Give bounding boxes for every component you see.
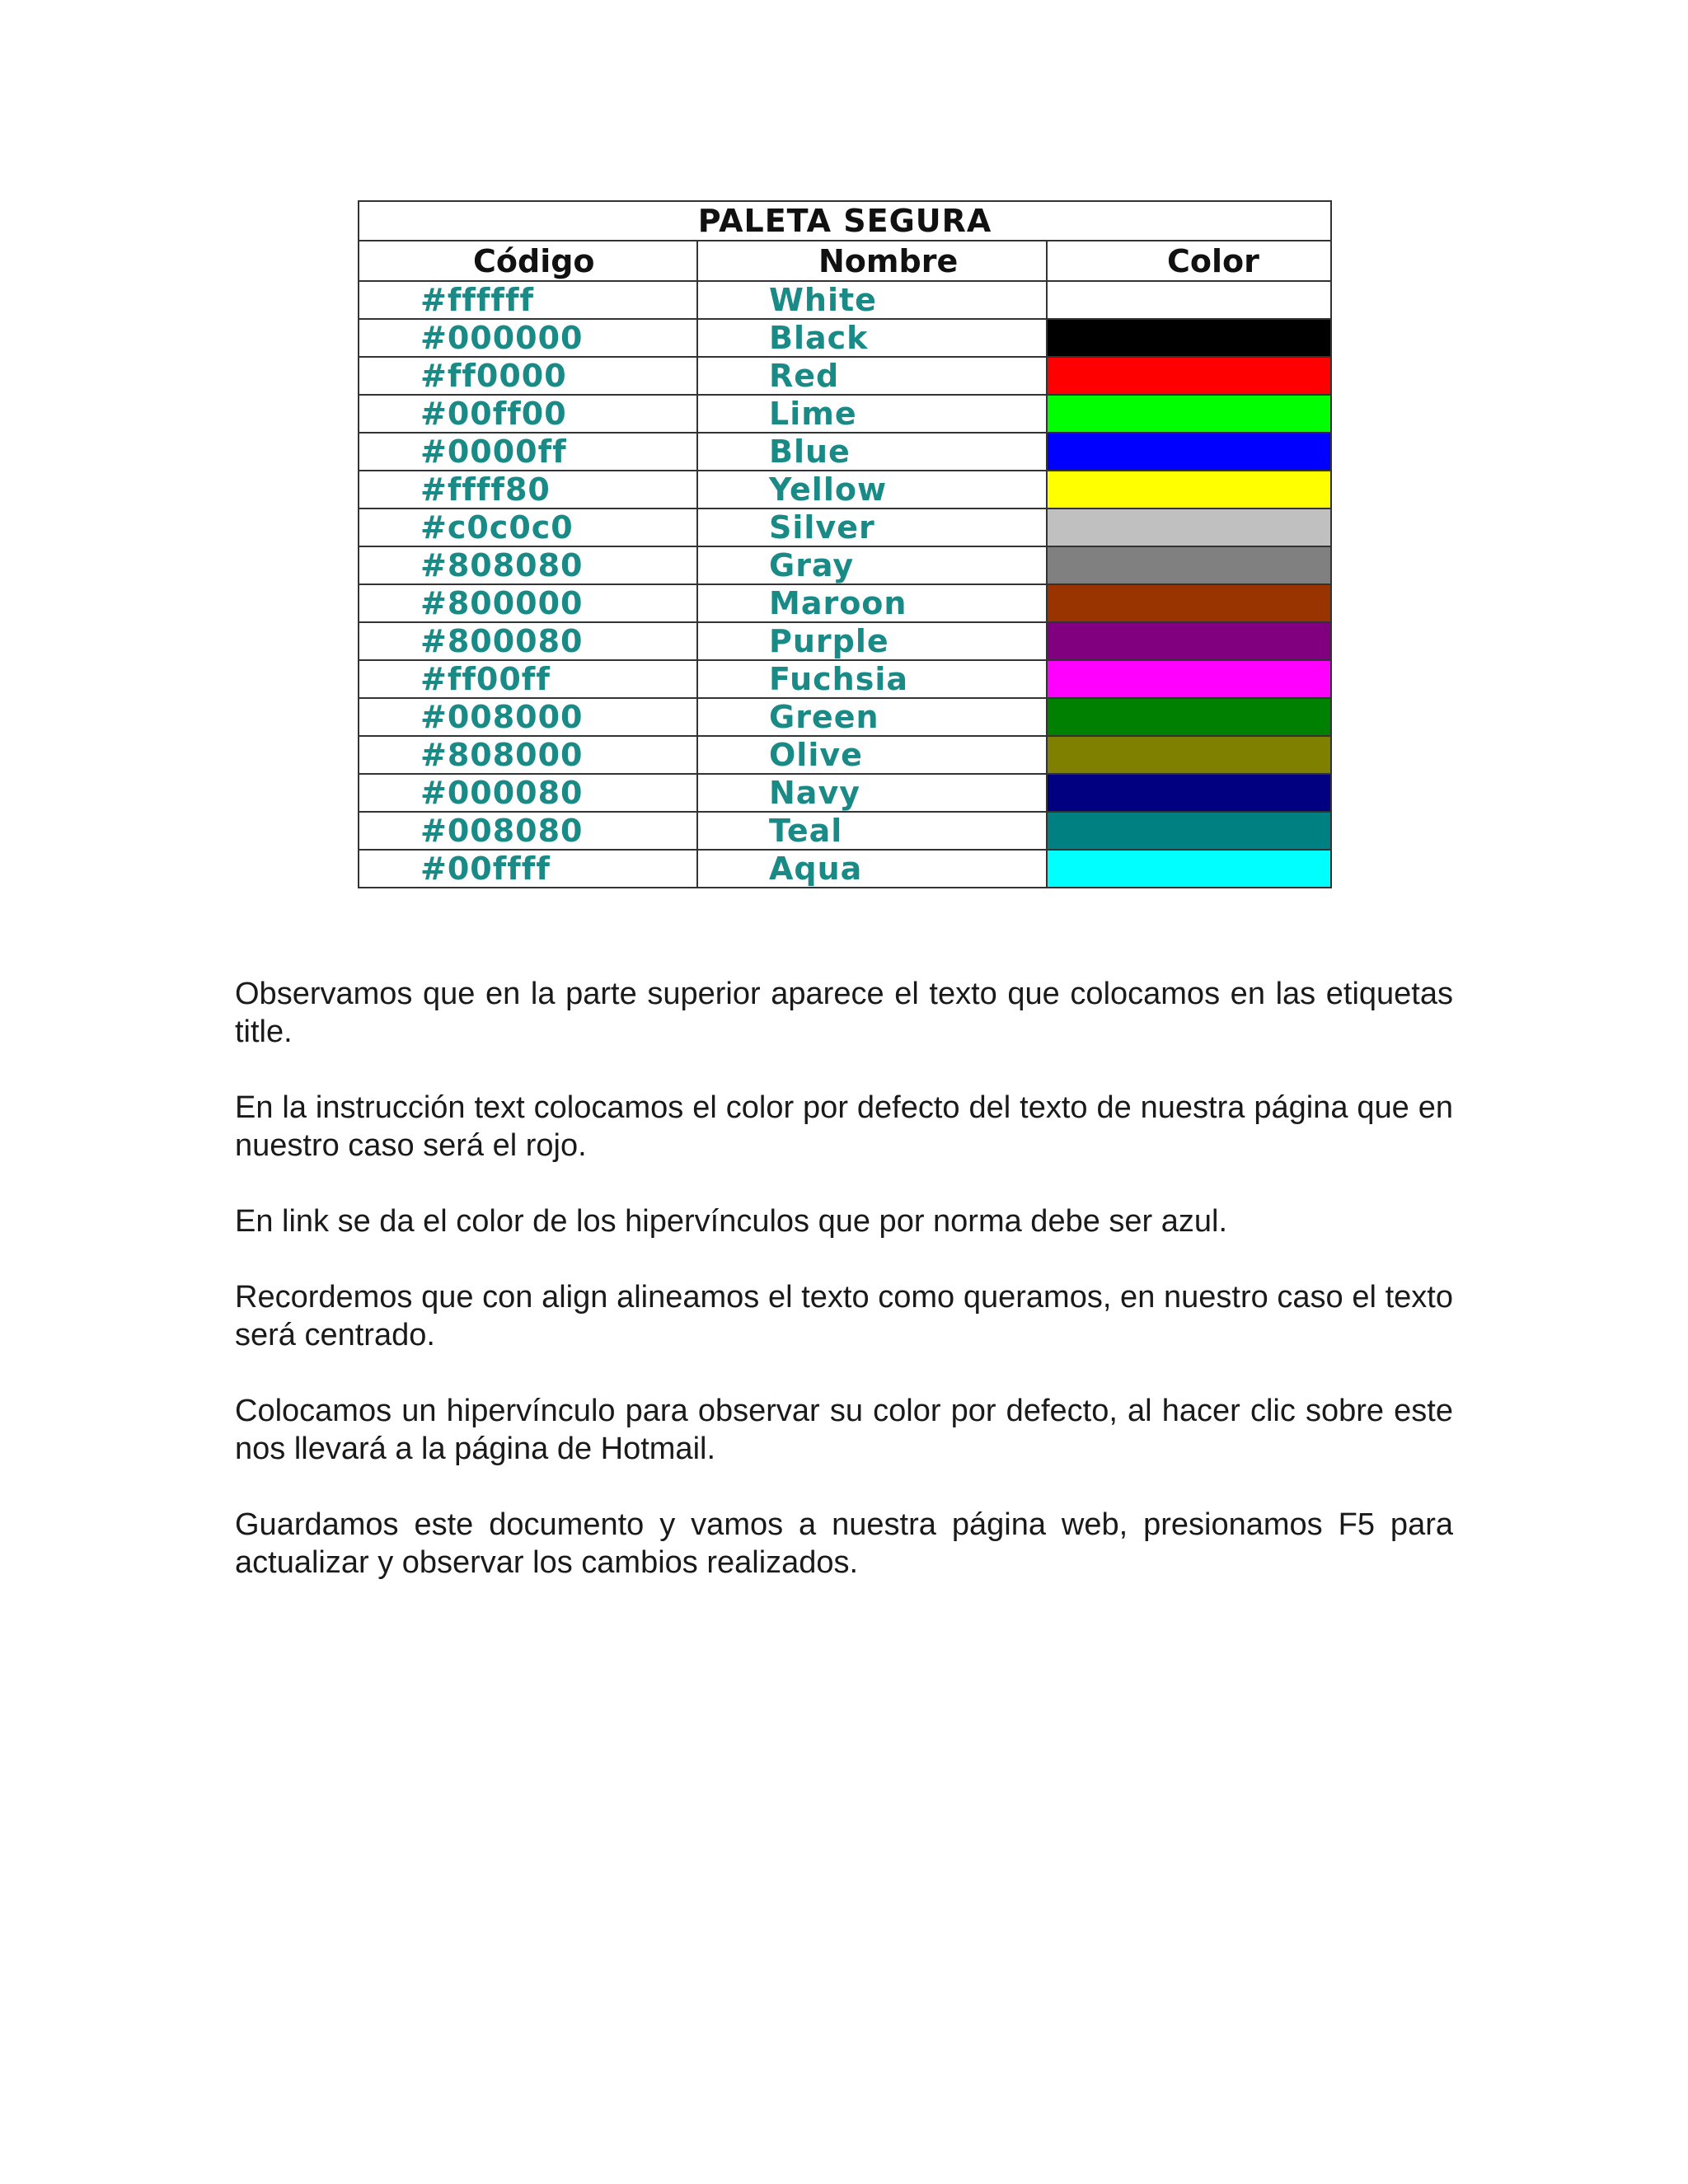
color-swatch xyxy=(1047,774,1331,812)
color-code: #808080 xyxy=(359,546,697,584)
color-code: #000000 xyxy=(359,319,697,357)
table-row xyxy=(359,736,1331,774)
color-swatch xyxy=(1047,319,1331,357)
color-name: Purple xyxy=(697,622,1047,660)
paragraph: Observamos que en la parte superior aparece el texto que colocamos en las etiquetas title. xyxy=(235,977,1453,1049)
table-title-row xyxy=(359,201,1331,241)
color-code: #008080 xyxy=(359,812,697,850)
color-name: Lime xyxy=(697,395,1047,433)
color-code: #00ff00 xyxy=(359,395,697,433)
color-code: #c0c0c0 xyxy=(359,509,697,546)
table-row xyxy=(359,281,1331,319)
color-swatch xyxy=(1047,736,1331,774)
color-name: Gray xyxy=(697,546,1047,584)
palette-table xyxy=(358,200,1332,888)
color-swatch xyxy=(1047,281,1331,319)
table-row xyxy=(359,357,1331,395)
table-row xyxy=(359,509,1331,546)
color-name: Navy xyxy=(697,774,1047,812)
color-name: Green xyxy=(697,698,1047,736)
color-code: #000080 xyxy=(359,774,697,812)
paragraph: Colocamos un hipervínculo para observar su color por defecto, al hacer clic sobre este nos llevará a la página de Hotmail. xyxy=(235,1394,1453,1466)
color-swatch xyxy=(1047,698,1331,736)
table-row xyxy=(359,546,1331,584)
color-code: #800000 xyxy=(359,584,697,622)
table-title: PALETA SEGURA xyxy=(359,201,1331,241)
table-row xyxy=(359,812,1331,850)
color-name: Fuchsia xyxy=(697,660,1047,698)
color-code: #ff0000 xyxy=(359,357,697,395)
header-name: Nombre xyxy=(697,241,1047,281)
color-swatch xyxy=(1047,850,1331,888)
color-swatch xyxy=(1047,546,1331,584)
table-row xyxy=(359,660,1331,698)
color-swatch xyxy=(1047,471,1331,509)
color-swatch xyxy=(1047,584,1331,622)
table-row xyxy=(359,319,1331,357)
color-code: #ff00ff xyxy=(359,660,697,698)
color-code: #ffff80 xyxy=(359,471,697,509)
paragraph: En link se da el color de los hipervínculos que por norma debe ser azul. xyxy=(235,1204,1228,1239)
color-code: #008000 xyxy=(359,698,697,736)
color-swatch xyxy=(1047,433,1331,471)
color-swatch xyxy=(1047,395,1331,433)
table-row xyxy=(359,622,1331,660)
body-text xyxy=(235,975,1453,1619)
table-row xyxy=(359,584,1331,622)
table-row xyxy=(359,395,1331,433)
paragraph: En la instrucción text colocamos el color por defecto del texto de nuestra página que en nuestro caso será el rojo. xyxy=(235,1090,1453,1163)
header-code: Código xyxy=(359,241,697,281)
color-name: Yellow xyxy=(697,471,1047,509)
color-name: Blue xyxy=(697,433,1047,471)
table-row xyxy=(359,850,1331,888)
header-color: Color xyxy=(1047,241,1331,281)
table-row xyxy=(359,698,1331,736)
color-code: #800080 xyxy=(359,622,697,660)
color-name: White xyxy=(697,281,1047,319)
table-row xyxy=(359,774,1331,812)
color-code: #00ffff xyxy=(359,850,697,888)
color-name: Silver xyxy=(697,509,1047,546)
color-name: Aqua xyxy=(697,850,1047,888)
color-swatch xyxy=(1047,357,1331,395)
table-row xyxy=(359,471,1331,509)
color-name: Olive xyxy=(697,736,1047,774)
color-name: Red xyxy=(697,357,1047,395)
paragraph: Guardamos este documento y vamos a nuestra página web, presionamos F5 para actualizar y observar los cambios realizados. xyxy=(235,1507,1453,1580)
color-swatch xyxy=(1047,812,1331,850)
color-code: #ffffff xyxy=(359,281,697,319)
paragraph: Recordemos que con align alineamos el texto como queramos, en nuestro caso el texto será centrado. xyxy=(235,1280,1453,1352)
color-swatch xyxy=(1047,622,1331,660)
color-swatch xyxy=(1047,660,1331,698)
table-row xyxy=(359,433,1331,471)
color-name: Black xyxy=(697,319,1047,357)
color-name: Maroon xyxy=(697,584,1047,622)
color-swatch xyxy=(1047,509,1331,546)
color-name: Teal xyxy=(697,812,1047,850)
color-code: #808000 xyxy=(359,736,697,774)
color-code: #0000ff xyxy=(359,433,697,471)
table-header-row xyxy=(359,241,1331,281)
